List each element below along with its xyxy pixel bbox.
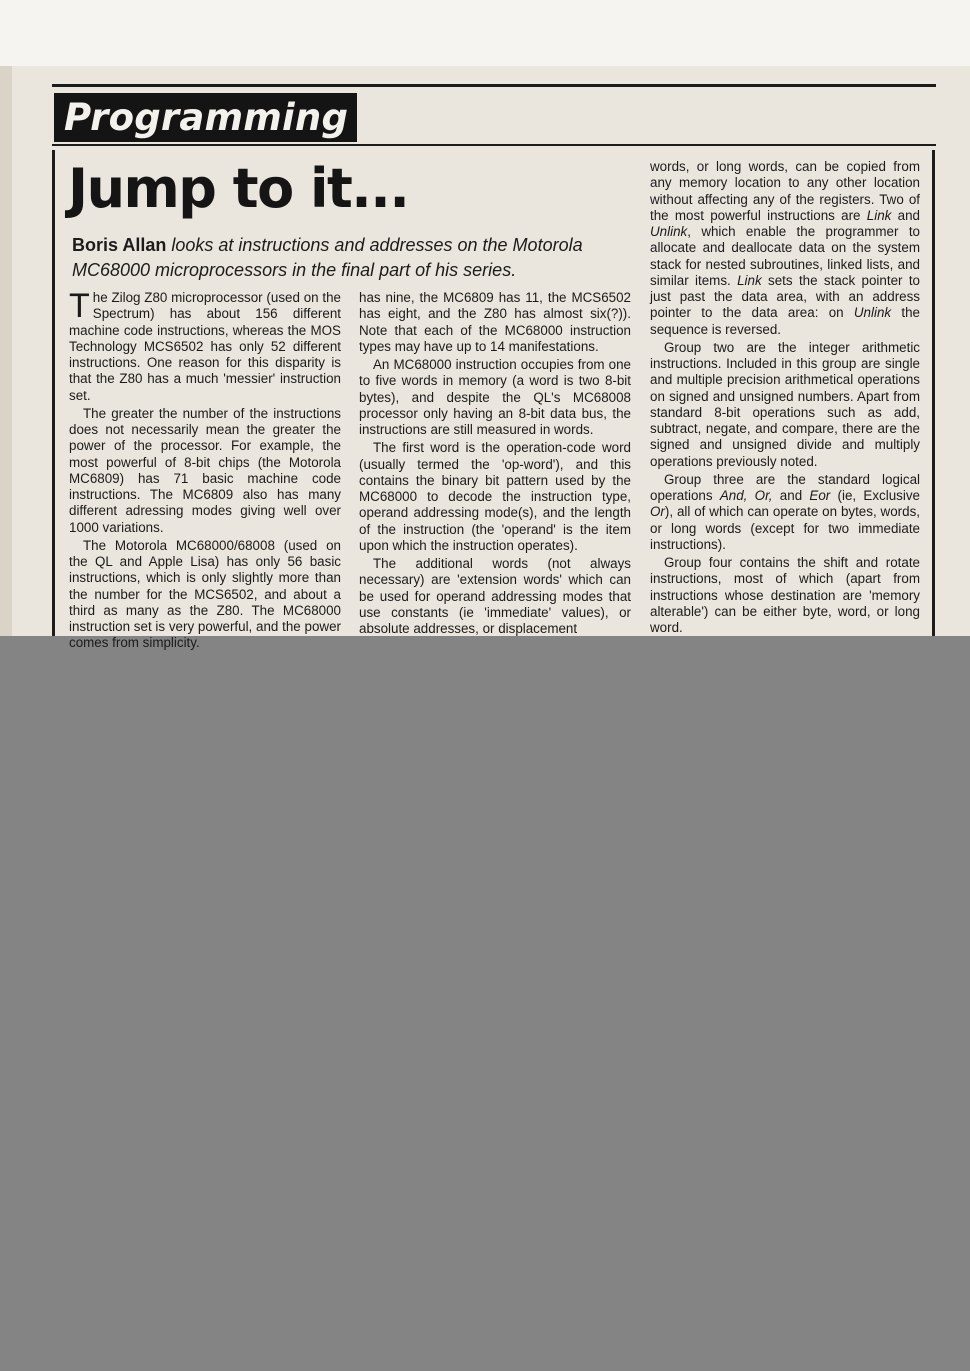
paragraph: The additional words (not always necessary) are 'extension words' which can be used for operand addressing modes that use constants (ie 'immediate' values), or absolute addresses, or displacement	[359, 556, 631, 636]
standfirst-dek: looks at instructions and addresses on the Motorola MC68000 microprocessors in the final part of his series.	[72, 235, 583, 280]
paragraph: The Motorola MC68000/68008 (used on the QL and Apple Lisa) has only 56 basic instructions, which is only slightly more than the number for the MCS6502, and about a third as many as the Z80. The MC68000 instruction set is very powerful, and the power comes from simplicity.	[69, 537, 341, 651]
scan-background	[0, 636, 970, 1371]
paragraph: The greater the number of the instructions does not necessarily mean the greater the power of the processor. For example, the most powerful of 8-bit chips (the Motorola MC6809) has 71 basic machine code instructions. The MC6809 also has many different adressing modes giving well over 1000 variations.	[69, 405, 341, 535]
paragraph: words, or long words, can be copied from any memory location to any other location without affecting any of the registers. Two of the most powerful instructions are Link and Unlink, which enable the programmer to allocate and deallocate data on the system stack for nested subroutines, linked lists, and similar items. Link sets the stack pointer to just past the data area, with an address pointer to the data area: on Unlink the sequence is reversed.	[650, 159, 920, 337]
article-column-1	[69, 287, 341, 651]
paragraph: Group four contains the shift and rotate instructions, most of which (apart from instructions whose destination are 'memory alterable') can be either byte, word, or long word.	[650, 555, 920, 635]
paragraph: An MC68000 instruction occupies from one to five words in memory (a word is two 8-bit bytes), and despite the QL's MC68008 processor only having an 8-bit data bus, the instructions are still measured in words.	[359, 357, 631, 437]
author-name: Boris Allan	[72, 235, 167, 255]
scan-top-margin	[0, 0, 970, 66]
paragraph: The first word is the operation-code word (usually termed the 'op-word'), and this contains the binary bit pattern used by the MC68000 to decode the instruction type, operand addressing mode(s), and the length of the instruction (the 'operand' is the item upon which the instruction operates).	[359, 440, 631, 553]
article-column-3	[650, 159, 920, 636]
paragraph: Group two are the integer arithmetic instructions. Included in this group are single and multiple precision arithmetical operations on signed and unsigned numbers. Apart from standard 8-bit operations such as add, subtract, negate, and compare, there are the signed and unsigned divide and multiply operations previously noted.	[650, 339, 920, 469]
page-edge-shadow	[0, 66, 12, 636]
article-headline: Jump to it...	[68, 157, 409, 220]
top-rule	[52, 84, 936, 87]
right-column-rule	[932, 150, 935, 636]
header-rule	[52, 144, 936, 146]
standfirst	[72, 233, 632, 283]
paragraph: has nine, the MC6809 has 11, the MCS6502 has eight, and the Z80 has almost six(?)). Note that each of the MC68000 instruction types may have up to 14 manifestations.	[359, 290, 631, 354]
drop-cap: T	[69, 287, 90, 325]
article-column-2	[359, 290, 631, 636]
section-banner: Programming	[54, 93, 357, 142]
left-column-rule	[52, 150, 55, 636]
paragraph: Group three are the standard logical operations And, Or, and Eor (ie, Exclusive Or), all of which can operate on bytes, words, or long words (except for two immediate instructions).	[650, 471, 920, 552]
paragraph: The Zilog Z80 microprocessor (used on the Spectrum) has about 156 different machine code instructions, whereas the MOS Technology MCS6502 has only 52 different instructions. One reason for this disparity is that the Z80 has a much 'messier' instruction set.	[69, 287, 341, 403]
